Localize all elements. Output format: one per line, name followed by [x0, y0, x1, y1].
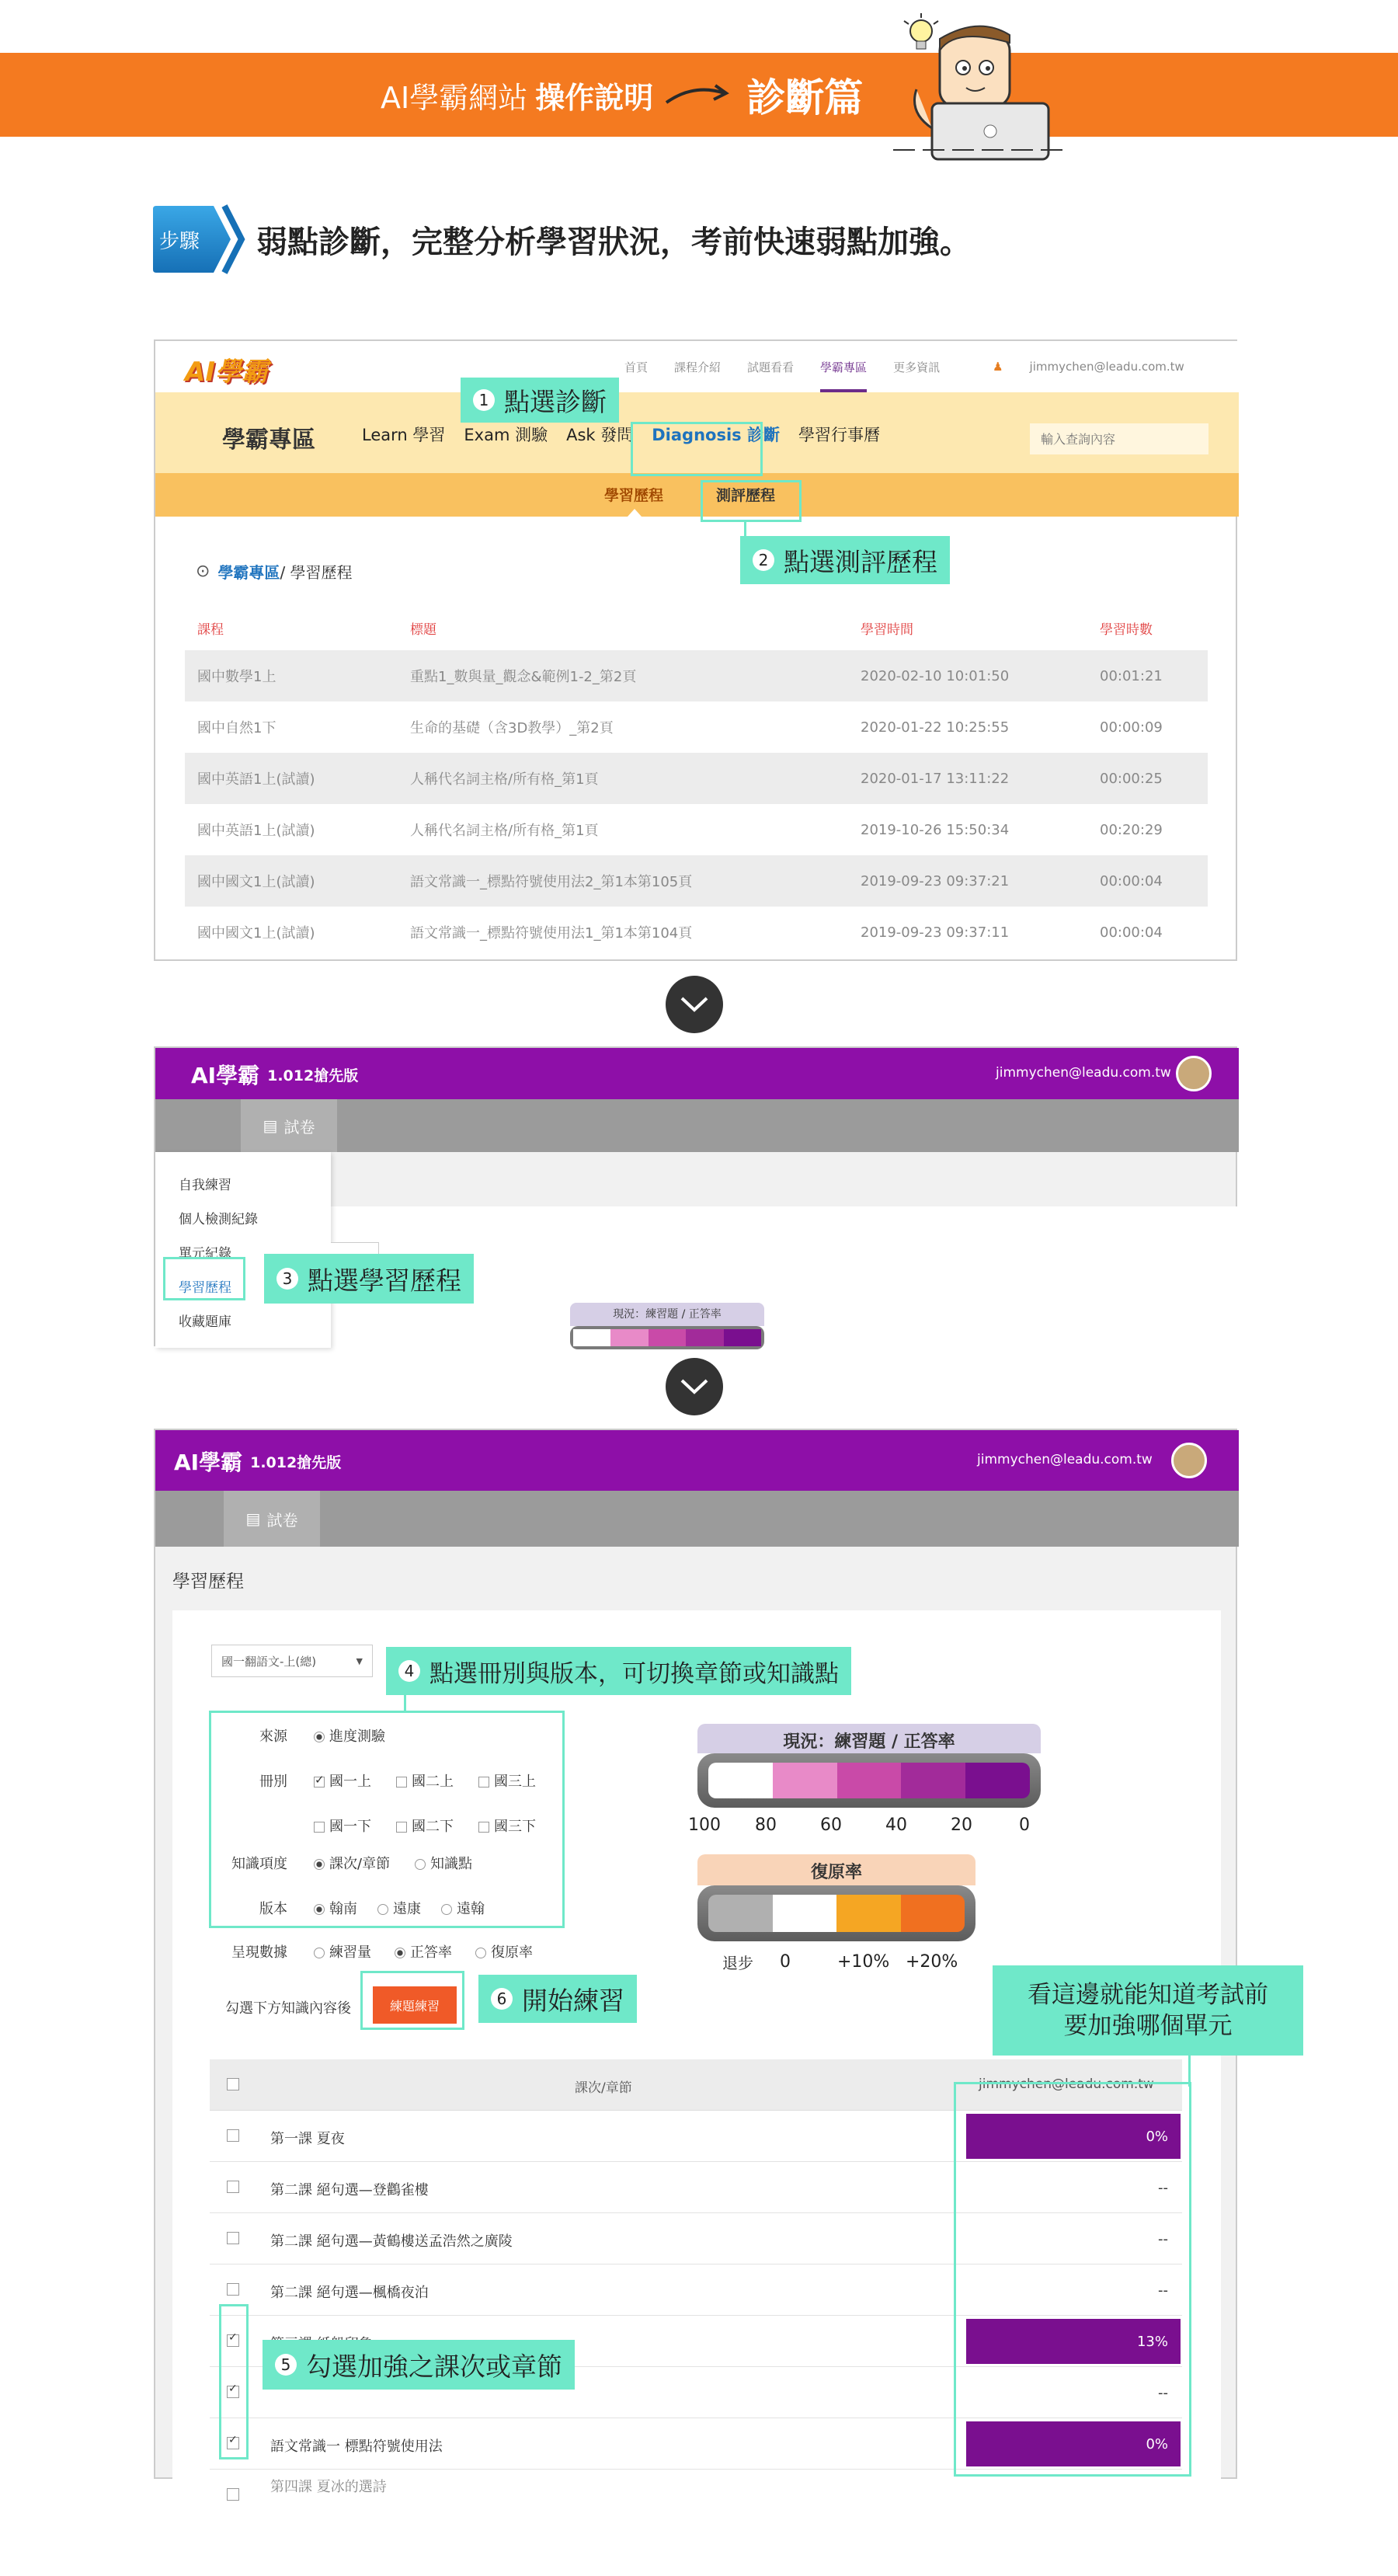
banner-bold: 操作說明 [535, 80, 654, 115]
subtab-learning-history[interactable]: 學習歷程 [604, 487, 664, 504]
app-header [155, 1430, 1239, 1491]
location-pin-icon: ⊙ [196, 562, 210, 581]
legend-recovery [697, 1854, 975, 1946]
table-header [185, 602, 1208, 653]
callout-5 [263, 2340, 575, 2390]
avatar[interactable] [1176, 1056, 1212, 1091]
chevron-down-icon [679, 995, 710, 1014]
subtab-bar [155, 473, 1239, 517]
display-option[interactable] [475, 1941, 533, 1962]
callout-5-text: 勾選加強之課次或章節 [306, 2351, 562, 2382]
cell-time: 2019-10-26 15:50:34 [861, 821, 1010, 838]
radio-selected [395, 1948, 405, 1958]
breadcrumb-current: / 學習歷程 [280, 563, 353, 582]
app-version: 1.012搶先版 [267, 1067, 359, 1084]
legend-swatch [901, 1763, 965, 1798]
callout-6-text: 開始練習 [522, 1985, 624, 2016]
volume-select[interactable] [211, 1645, 373, 1677]
menu-self-practice[interactable]: 自我練習 [179, 1178, 231, 1193]
callout-right-text: 看這邊就能知道考試前 要加強哪個單元 [1028, 1980, 1268, 2040]
cell-time: 2019-09-23 09:37:11 [861, 924, 1010, 941]
legend-swatch [773, 1895, 837, 1932]
col-course: 課程 [197, 621, 224, 638]
volume-option-label: 國三下 [494, 1819, 536, 1835]
cell-course: 國中國文1上(試讀) [197, 925, 315, 942]
display-option-label: 練習量 [329, 1944, 371, 1961]
banner-title [381, 70, 863, 120]
cell-time: 2020-01-17 13:11:22 [861, 770, 1010, 787]
volume-select-value: 國一翻語文-上(總) [221, 1654, 317, 1669]
main-panel [326, 1206, 1375, 1362]
callout-4 [386, 1647, 851, 1695]
row-value: -- [1158, 2230, 1168, 2247]
subtab-exam-history[interactable]: 測評歷程 [716, 487, 776, 504]
radio [475, 1948, 486, 1958]
cell-hours: 00:20:29 [1100, 821, 1163, 838]
row-value: 0% [966, 2421, 1181, 2466]
user-email[interactable]: jimmychen@leadu.com.tw [996, 1065, 1171, 1081]
callout-2-text: 點選測評歷程 [784, 546, 937, 577]
row-checkbox[interactable] [227, 2232, 239, 2244]
row-value: -- [1158, 2384, 1168, 2401]
volume-label: 冊別 [259, 1774, 287, 1790]
edition-option-label: 翰南 [329, 1901, 357, 1917]
highlight-value-column [954, 2082, 1191, 2477]
callout-right-connector [1188, 2056, 1191, 2087]
edition-option-label: 遠康 [393, 1901, 421, 1917]
row-value: 0% [966, 2114, 1181, 2159]
legend-swatch [901, 1895, 965, 1932]
legend-tick: 60 [820, 1815, 842, 1835]
callout-number-2: 2 [753, 549, 774, 571]
legend-tick: 100 [688, 1815, 721, 1835]
callout-4-connector [404, 1695, 406, 1712]
table-row[interactable] [185, 804, 1208, 855]
step-description: 弱點診斷，完整分析學習狀況，考前快速弱點加強。 [256, 225, 971, 260]
menu-learning-history[interactable]: 學習歷程 [179, 1280, 231, 1296]
callout-1 [461, 378, 619, 423]
callout-4-text: 點選冊別與版本，可切換章節或知識點 [429, 1659, 839, 1688]
document-icon: ▤ [263, 1116, 278, 1135]
mini-swatch [610, 1329, 648, 1346]
legend-swatch [837, 1763, 902, 1798]
callout-2 [740, 536, 950, 584]
document-icon: ▤ [245, 1509, 261, 1528]
legend-swatch [708, 1763, 773, 1798]
display-option[interactable] [314, 1941, 371, 1962]
cell-title: 人稱代名詞主格/所有格_第1頁 [410, 823, 599, 839]
page-title: 學習歷程 [172, 1572, 244, 1592]
mini-swatch [724, 1329, 761, 1346]
row-checkbox[interactable] [227, 2283, 239, 2296]
row-value: 13% [966, 2319, 1181, 2364]
row-checkbox[interactable] [227, 2488, 239, 2501]
user-email[interactable]: jimmychen@leadu.com.tw [977, 1452, 1153, 1467]
topnav-user-email: jimmychen@leadu.com.tw [1029, 360, 1184, 374]
display-option-label: 正答率 [410, 1944, 452, 1961]
edition-option-label: 遠翰 [457, 1901, 485, 1917]
volume-option-label: 國二上 [412, 1774, 454, 1790]
menu-calendar[interactable]: 學習行事曆 [798, 426, 880, 444]
cell-course: 國中數學1上 [197, 669, 276, 685]
legend-swatch [965, 1763, 1030, 1798]
menu-favorites[interactable]: 收藏題庫 [179, 1314, 231, 1330]
mini-legend-bar [570, 1326, 764, 1349]
start-practice-label: 練題練習 [389, 1998, 440, 2014]
knowledge-option-label: 知識點 [430, 1856, 472, 1872]
table-row[interactable] [185, 855, 1208, 907]
cell-time: 2020-02-10 10:01:50 [861, 667, 1010, 684]
tab-exam[interactable] [224, 1491, 320, 1547]
col-hours: 學習時數 [1100, 621, 1153, 638]
table-row[interactable] [185, 650, 1208, 701]
cell-hours: 00:01:21 [1100, 667, 1163, 684]
topnav-zone[interactable]: 學霸專區 [820, 342, 867, 392]
table-row[interactable] [210, 2470, 1182, 2521]
callout-1-text: 點選診斷 [504, 386, 607, 417]
cell-hours: 00:00:04 [1100, 924, 1163, 941]
display-label: 呈現數據 [231, 1944, 287, 1961]
cell-hours: 00:00:04 [1100, 872, 1163, 889]
callout-right [993, 1965, 1303, 2056]
callout-number-1: 1 [473, 389, 495, 411]
cell-hours: 00:00:25 [1100, 770, 1163, 787]
legend-accuracy [697, 1724, 1041, 1809]
knowledge-label: 知識項度 [231, 1856, 287, 1872]
avatar[interactable] [1171, 1443, 1207, 1478]
menu-ask[interactable]: Ask 發問 [566, 426, 634, 444]
next-step-arrow [666, 976, 723, 1033]
app-title-text: AI學霸 [174, 1450, 243, 1475]
volume-option-label: 國三上 [494, 1774, 536, 1790]
cell-hours: 00:00:09 [1100, 719, 1163, 736]
highlight-diagnosis [631, 422, 763, 476]
topnav-more[interactable]: 更多資訊 [893, 360, 941, 374]
user-icon: ♟ [993, 360, 1003, 374]
display-option-label: 復原率 [491, 1944, 533, 1961]
search-input[interactable] [1030, 423, 1208, 454]
banner-prefix: AI學霸網站 [381, 80, 528, 115]
app-title-text: AI學霸 [191, 1063, 260, 1088]
source-label: 來源 [259, 1728, 287, 1745]
legend-tick: +20% [906, 1952, 958, 1972]
app-title [174, 1446, 341, 1477]
cell-title: 重點1_數與量_觀念&範例1-2_第2頁 [410, 669, 637, 685]
next-step-arrow [666, 1358, 723, 1415]
mini-swatch [649, 1329, 686, 1346]
section-menu [362, 419, 880, 450]
section-title: 學霸專區 [222, 426, 315, 454]
row-value: -- [1158, 2179, 1168, 2196]
row-value: -- [1158, 2282, 1168, 2299]
menu-personal-records[interactable]: 個人檢測紀錄 [179, 1212, 258, 1227]
source-option-label: 進度測驗 [329, 1728, 385, 1745]
header-user: jimmychen@leadu.com.tw [979, 2076, 1154, 2092]
cell-course: 國中自然1下 [197, 720, 276, 736]
volume-option-label: 國二下 [412, 1819, 454, 1835]
row-checkbox[interactable] [227, 2181, 239, 2193]
cell-course: 國中國文1上(試讀) [197, 874, 315, 890]
table-row[interactable] [185, 753, 1208, 804]
row-title: 第一課 夏夜 [270, 2131, 345, 2147]
callout-3-text: 點選學習歷程 [308, 1265, 461, 1296]
app-tab-bar [155, 1491, 1239, 1547]
tab-exam[interactable] [241, 1099, 337, 1152]
curved-arrow-icon [662, 79, 732, 110]
callout-6 [478, 1975, 637, 2023]
row-title: 第二課 絕句選—楓橋夜泊 [270, 2285, 429, 2301]
app-version: 1.012搶先版 [250, 1453, 342, 1471]
breadcrumb [196, 560, 353, 583]
callout-3 [264, 1254, 474, 1304]
topnav-user[interactable] [966, 360, 1184, 374]
legend-swatch [836, 1895, 901, 1932]
legend-tick: 20 [951, 1815, 972, 1835]
pick-label: 勾選下方知識內容後 [225, 2000, 351, 2017]
site-top-nav [598, 341, 1184, 392]
col-time: 學習時間 [861, 621, 913, 638]
mini-swatch [573, 1329, 610, 1346]
step-badge-label: 步驟 [159, 230, 200, 253]
app-title [191, 1059, 358, 1090]
mascot-illustration [885, 12, 1072, 155]
row-title: 第二課 絕句選—黃鶴樓送孟浩然之廣陵 [270, 2233, 513, 2250]
volume-option-label: 國一下 [329, 1819, 371, 1835]
cell-course: 國中英語1上(試讀) [197, 771, 315, 788]
row-checkbox[interactable] [227, 2129, 239, 2142]
breadcrumb-link[interactable]: 學霸專區 [217, 563, 280, 582]
legend-swatch [773, 1763, 837, 1798]
app-header [155, 1048, 1239, 1099]
select-all-checkbox[interactable] [227, 2078, 239, 2090]
volume-option-label: 國一上 [329, 1774, 371, 1790]
mini-legend [570, 1303, 764, 1349]
table-row[interactable] [185, 701, 1208, 753]
topnav-courses[interactable]: 課程介紹 [674, 360, 722, 374]
highlight-filter-form [209, 1711, 565, 1928]
menu-exam[interactable]: Exam 測驗 [464, 426, 548, 444]
subtab-active-caret [628, 509, 642, 517]
legend-tick: 退步 [722, 1954, 753, 1972]
legend-recovery-title: 復原率 [810, 1863, 862, 1882]
cell-time: 2019-09-23 09:37:21 [861, 872, 1010, 889]
topnav-trial[interactable]: 試題看看 [747, 360, 795, 374]
legend-recovery-bar [697, 1885, 975, 1941]
tab-exam-label: 試卷 [266, 1510, 298, 1530]
chevron-down-icon [679, 1377, 710, 1396]
cell-time: 2020-01-22 10:25:55 [861, 719, 1010, 736]
cell-title: 語文常識一_標點符號使用法1_第1本第104頁 [410, 925, 693, 942]
mini-legend-title: 現況：練習題 / 正答率 [613, 1308, 722, 1321]
mini-swatch [686, 1329, 723, 1346]
caret-down-icon: ▼ [356, 1655, 363, 1666]
col-title: 標題 [410, 621, 436, 638]
legend-swatch [708, 1895, 773, 1932]
highlight-checkboxes [219, 2304, 249, 2459]
topnav-home[interactable]: 首頁 [624, 360, 649, 374]
app-tab-bar [155, 1099, 1239, 1152]
row-title: 第四課 夏冰的選詩 [270, 2479, 387, 2495]
callout-number-5: 5 [275, 2354, 297, 2376]
callout-number-4: 4 [398, 1660, 420, 1682]
legend-accuracy-title: 現況：練習題 / 正答率 [783, 1732, 955, 1752]
legend-accuracy-bar [697, 1753, 1041, 1808]
banner-big: 診斷篇 [746, 75, 864, 120]
display-option[interactable] [395, 1941, 452, 1962]
edition-label: 版本 [259, 1901, 287, 1917]
legend-tick: 0 [1019, 1815, 1030, 1835]
cell-title: 語文常識一_標點符號使用法2_第1本第105頁 [410, 874, 693, 890]
legend-tick: 80 [755, 1815, 777, 1835]
callout-number-6: 6 [491, 1988, 513, 2010]
row-title: 語文常識一 標點符號使用法 [270, 2438, 443, 2455]
row-title: 第二課 絕句選—登鸛雀樓 [270, 2182, 429, 2198]
radio [314, 1948, 325, 1958]
header-chapter: 課次/章節 [575, 2080, 632, 2096]
knowledge-option-label: 課次/章節 [329, 1856, 391, 1872]
highlight-learning-history [163, 1257, 245, 1300]
menu-diagnosis[interactable]: Diagnosis 診斷 [652, 426, 780, 444]
menu-learn[interactable]: Learn 學習 [362, 426, 446, 444]
cell-course: 國中英語1上(試讀) [197, 823, 315, 839]
dropdown-menu [155, 1152, 331, 1348]
highlight-start-button [360, 1971, 464, 2030]
menu-unit-records[interactable]: 單元紀錄 [179, 1246, 231, 1262]
site-logo[interactable]: AI學霸 [185, 357, 268, 388]
highlight-exam-history [701, 480, 802, 522]
tab-exam-label: 試卷 [283, 1117, 315, 1137]
callout-number-3: 3 [276, 1268, 298, 1290]
legend-tick: 0 [780, 1952, 791, 1972]
cell-title: 生命的基礎（含3D教學）_第2頁 [410, 720, 614, 736]
legend-tick: 40 [885, 1815, 907, 1835]
site-top-bar [155, 341, 1239, 392]
table-row[interactable] [185, 907, 1208, 958]
legend-tick: +10% [837, 1952, 890, 1972]
cell-title: 人稱代名詞主格/所有格_第1頁 [410, 771, 599, 788]
